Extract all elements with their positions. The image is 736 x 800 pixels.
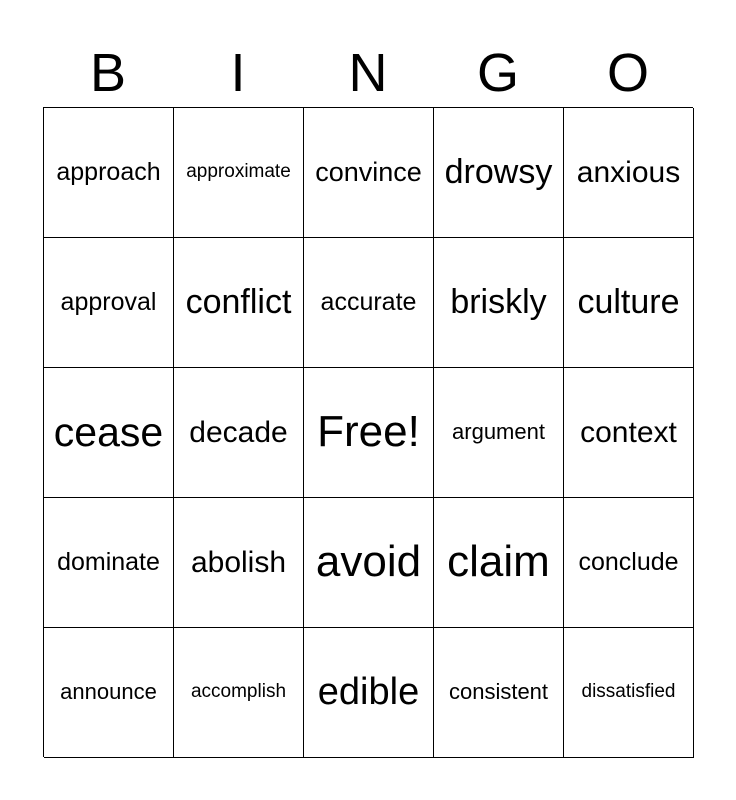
bingo-cell[interactable]: announce <box>44 628 174 758</box>
bingo-cell[interactable]: context <box>564 368 694 498</box>
bingo-cell[interactable]: argument <box>434 368 564 498</box>
bingo-cell[interactable]: edible <box>304 628 434 758</box>
bingo-cell[interactable]: approval <box>44 238 174 368</box>
header-letter-n: N <box>348 43 388 103</box>
bingo-cell[interactable]: dissatisfied <box>564 628 694 758</box>
bingo-cell[interactable]: anxious <box>564 108 694 238</box>
bingo-cell[interactable]: conclude <box>564 498 694 628</box>
bingo-cell[interactable]: dominate <box>44 498 174 628</box>
bingo-cell[interactable]: cease <box>44 368 174 498</box>
bingo-cell[interactable]: conflict <box>174 238 304 368</box>
bingo-cell[interactable]: accomplish <box>174 628 304 758</box>
header-letter-b: B <box>89 43 127 103</box>
header-letter-o: O <box>606 43 649 103</box>
bingo-cell[interactable]: avoid <box>304 498 434 628</box>
bingo-cell[interactable]: abolish <box>174 498 304 628</box>
bingo-cell[interactable]: approximate <box>174 108 304 238</box>
header-letter-i: I <box>230 43 246 103</box>
bingo-header <box>43 40 693 106</box>
bingo-cell[interactable]: drowsy <box>434 108 564 238</box>
bingo-cell-free[interactable]: Free! <box>304 368 434 498</box>
bingo-cell[interactable]: accurate <box>304 238 434 368</box>
bingo-cell[interactable]: claim <box>434 498 564 628</box>
bingo-cell[interactable]: convince <box>304 108 434 238</box>
bingo-cell[interactable]: briskly <box>434 238 564 368</box>
bingo-cell[interactable]: culture <box>564 238 694 368</box>
header-letter-g: G <box>476 43 519 103</box>
bingo-cell[interactable]: consistent <box>434 628 564 758</box>
bingo-cell[interactable]: approach <box>44 108 174 238</box>
bingo-cell[interactable]: decade <box>174 368 304 498</box>
bingo-board <box>43 107 693 757</box>
